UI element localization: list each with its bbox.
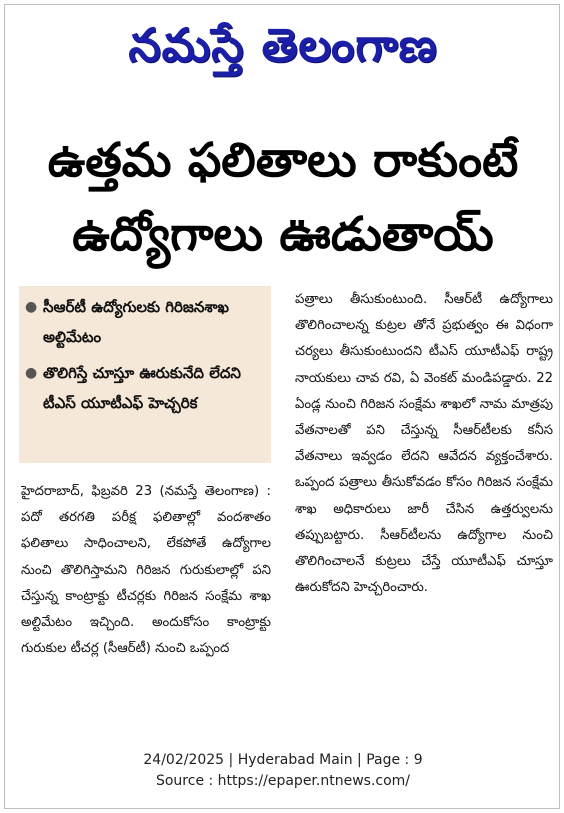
footer-date-line: 24/02/2025 | Hyderabad Main | Page : 9 [143,752,423,768]
highlights-box [19,286,271,463]
highlight-text: తొలిగిస్తే చూస్తూ ఊరుకునేది లేదని టీఎస్ యూటీఎఫ్ హెచ్చరిక [43,364,241,412]
masthead-logo: నమస్తే తెలంగాణ [128,18,438,72]
headline-line-1: ఉత్తమ ఫలితాలు రాకుంటే [47,133,519,188]
article-right-column: పత్రాలు తీసుకుంటుంది. సీఆర్‌టీ ఉద్యోగాలు తొలిగించాలన్న కుట్రల తోనే ప్రభుత్వం ఈ విధంగా చర్యలు తీసుకుంటుందని టీఎస్ యూటీఎఫ్ రాష్ట్ర నాయకులు చావ రవి, ఏ వెంకట్ మండిపడ్డారు. 22 ఏండ్ల నుంచి గిరిజన సంక్షేమ శాఖలో నామ మాత్రపు వేతనాలతో పని చేస్తున్న సీఆర్‌టీలకు కనీస వేతనాలు ఇవ్వడం లేదని ఆవేదన వ్యక్తంచేశారు. ఒప్పంద పత్రాలు తీసుకోవడం కోసం గిరిజన సంక్షేమ శాఖ అధికారులు జారీ చేసిన ఉత్తర్వులను తప్పుబట్టారు. సీఆర్‌టీలను ఉద్యోగాల నుంచి తొలిగించాలనే కుట్రలు చేస్తే యూటీఎఫ్ చూస్తూ ఊరుకోదని హెచ్చరించారు. [295,292,553,596]
highlight-point [25,292,265,352]
highlight-text: సీఆర్‌టీ ఉద్యోగులకు గిరిజనశాఖ అల్టిమేటం [43,298,229,346]
article-left-column: హైదరాబాద్, ఫిబ్రవరి 23 (నమస్తే తెలంగాణ) : పదో తరగతి పరీక్ష ఫలితాల్లో వందశాతం ఫలితాలు సాధించాలని, లేకపోతే ఉద్యోగాల నుంచి తొలిగిస్తామని గిరిజన గురుకులాల్లో పని చేస్తున్న కాంట్రాక్టు టీచర్లకు గిరిజన సంక్షేమ శాఖ అల్టిమేటం ఇచ్చింది. అందుకోసం కాంట్రాక్టు గురుకుల టీచర్ల (సీఆర్‌టీ) నుంచి ఒప్పంద [21,484,271,657]
footer-source-line: Source : https://epaper.ntnews.com/ [155,773,411,789]
newspaper-clipping [4,4,560,809]
bullet-icon: ● [25,365,38,381]
bullet-icon: ● [25,299,38,315]
headline-line-2: ఉద్యోగాలు ఊడుతాయ్ [72,207,494,262]
highlight-point [25,358,265,418]
